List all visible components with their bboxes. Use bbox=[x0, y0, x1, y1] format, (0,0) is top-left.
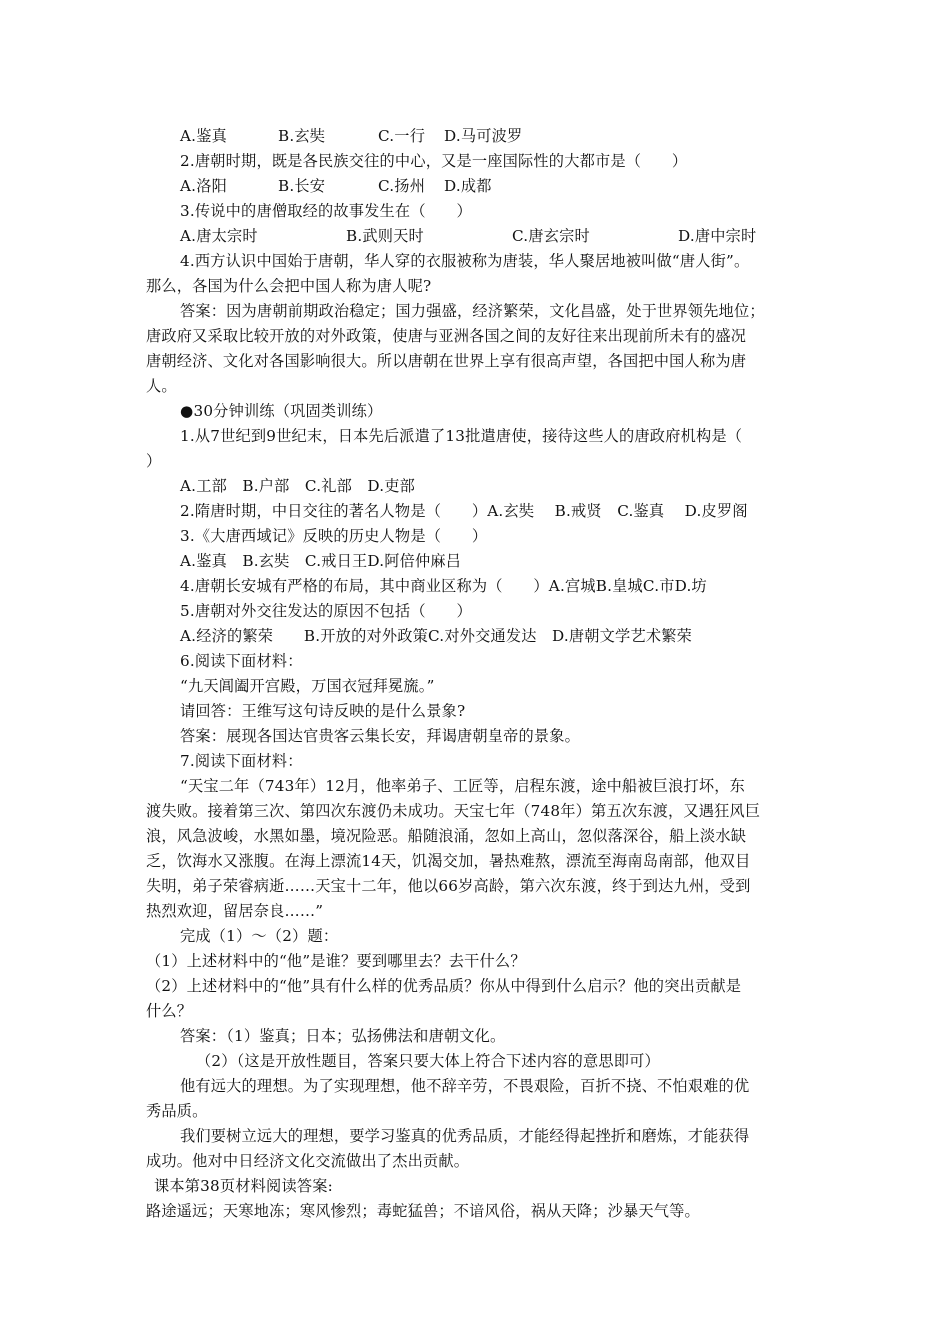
t7-answer-1: 答案：（1）鉴真；日本；弘扬佛法和唐朝文化。 bbox=[180, 1027, 506, 1045]
q1-option-b: B.玄奘 bbox=[278, 127, 326, 145]
q4-answer-line-3: 唐朝经济、文化对各国影响很大。所以唐朝在世界上享有很高声望，各国把中国人称为唐 bbox=[146, 352, 747, 370]
q4-answer-line-1: 答案：因为唐朝前期政治稳定；国力强盛，经济繁荣，文化昌盛，处于世界领先地位； bbox=[180, 302, 765, 320]
t7-material-line-2: 渡失败。接着第三次、第四次东渡仍未成功。天宝七年（748年）第五次东渡，又遇狂风巨 bbox=[146, 802, 761, 820]
q3-option-b: B.武则天时 bbox=[346, 227, 424, 245]
t2-question: 2.隋唐时期，中日交往的著名人物是（ ）A.玄奘 B.戒贤 C.鉴真 D.皮罗阁 bbox=[180, 502, 748, 520]
textbook-answer-text: 路途遥远；天寒地冻；寒风惨烈；毒蛇猛兽；不谙风俗，祸从天降；沙暴天气等。 bbox=[146, 1202, 700, 1220]
t7-material-line-5: 失明，弟子荣睿病逝……天宝十二年，他以66岁高龄，第六次东渡，终于到达九州，受到 bbox=[146, 877, 751, 895]
t7-task: 完成（1）～（2）题： bbox=[180, 927, 339, 945]
t7-paragraph-1-line-1: 他有远大的理想。为了实现理想，他不辞辛劳，不畏艰险，百折不挠、不怕艰难的优 bbox=[180, 1077, 750, 1095]
t7-paragraph-1-line-2: 秀品质。 bbox=[146, 1102, 208, 1120]
q3-question: 3.传说中的唐僧取经的故事发生在（ ） bbox=[180, 202, 472, 220]
t7-subquestion-1: （1）上述材料中的“他”是谁？要到哪里去？去干什么？ bbox=[146, 952, 526, 970]
q3-option-d: D.唐中宗时 bbox=[678, 227, 757, 245]
section-heading: ●30分钟训练（巩固类训练） bbox=[180, 402, 383, 420]
q2-option-c: C.扬州 bbox=[378, 177, 426, 195]
t7-answer-2: （2）（这是开放性题目，答案只要大体上符合下述内容的意思即可） bbox=[196, 1052, 660, 1070]
q4-answer-line-4: 人。 bbox=[146, 377, 177, 395]
q2-question: 2.唐朝时期，既是各民族交往的中心，又是一座国际性的大都市是（ ） bbox=[180, 152, 688, 170]
t7-material-line-6: 热烈欢迎，留居奈良……” bbox=[146, 902, 324, 920]
q3-option-a: A.唐太宗时 bbox=[180, 227, 258, 245]
q1-option-a: A.鉴真 bbox=[180, 127, 227, 145]
q4-answer-line-2: 唐政府又采取比较开放的对外政策，使唐与亚洲各国之间的友好往来出现前所未有的盛况 bbox=[146, 327, 747, 345]
t1-question-line-2: ） bbox=[146, 452, 162, 470]
t7-paragraph-2-line-2: 成功。他对中日经济文化交流做出了杰出贡献。 bbox=[146, 1152, 470, 1170]
t3-question: 3.《大唐西域记》反映的历史人物是（ ） bbox=[180, 527, 488, 545]
q2-option-b: B.长安 bbox=[278, 177, 326, 195]
t7-material-line-1: “天宝二年（743年）12月，他率弟子、工匠等，启程东渡，途中船被巨浪打坏，东 bbox=[180, 777, 746, 795]
t1-options: A.工部 B.户部 C.礼部 D.吏部 bbox=[180, 477, 416, 495]
t7-subquestion-2-line-1: （2）上述材料中的“他”具有什么样的优秀品质？你从中得到什么启示？他的突出贡献是 bbox=[146, 977, 742, 995]
t7-material-line-3: 浪，风急波峻，水黑如墨，境况险恶。船随浪涌，忽如上高山，忽似落深谷，船上淡水缺 bbox=[146, 827, 747, 845]
t6-prompt: 请回答：王维写这句诗反映的是什么景象? bbox=[180, 702, 466, 720]
q3-option-c: C.唐玄宗时 bbox=[512, 227, 590, 245]
t4-question: 4.唐朝长安城有严格的布局，其中商业区称为（ ）A.宫城B.皇城C.市D.坊 bbox=[180, 577, 707, 595]
t7-paragraph-2-line-1: 我们要树立远大的理想，要学习鉴真的优秀品质，才能经得起挫折和磨炼，才能获得 bbox=[180, 1127, 750, 1145]
t6-answer: 答案：展现各国达官贵客云集长安，拜谒唐朝皇帝的景象。 bbox=[180, 727, 581, 745]
t7-material-line-4: 乏，饮海水又涨腹。在海上漂流14天，饥渴交加，暑热难熬，漂流至海南岛南部，他双目 bbox=[146, 852, 751, 870]
t6-question: 6.阅读下面材料： bbox=[180, 652, 303, 670]
t7-subquestion-2-line-2: 什么？ bbox=[146, 1002, 193, 1020]
q1-option-d: D.马可波罗 bbox=[444, 127, 523, 145]
t3-options: A.鉴真 B.玄奘 C.戒日王D.阿倍仲麻吕 bbox=[180, 552, 462, 570]
t5-options: A.经济的繁荣 B.开放的对外政策C.对外交通发达 D.唐朝文学艺术繁荣 bbox=[180, 627, 692, 645]
q2-option-d: D.成都 bbox=[444, 177, 492, 195]
q4-question-line-1: 4.西方认识中国始于唐朝，华人穿的衣服被称为唐装，华人聚居地被叫做“唐人街”。 bbox=[180, 252, 750, 270]
q1-option-c: C.一行 bbox=[378, 127, 426, 145]
q2-option-a: A.洛阳 bbox=[180, 177, 227, 195]
t1-question-line-1: 1.从7世纪到9世纪末，日本先后派遣了13批遣唐使，接待这些人的唐政府机构是（ bbox=[180, 427, 743, 445]
t6-poem: “九天阊阖开宫殿，万国衣冠拜冕旒。” bbox=[180, 677, 435, 695]
textbook-answer-title: 课本第38页材料阅读答案: bbox=[154, 1177, 333, 1195]
q4-question-line-2: 那么，各国为什么会把中国人称为唐人呢? bbox=[146, 277, 432, 295]
t5-question: 5.唐朝对外交往发达的原因不包括（ ） bbox=[180, 602, 472, 620]
t7-question: 7.阅读下面材料： bbox=[180, 752, 303, 770]
